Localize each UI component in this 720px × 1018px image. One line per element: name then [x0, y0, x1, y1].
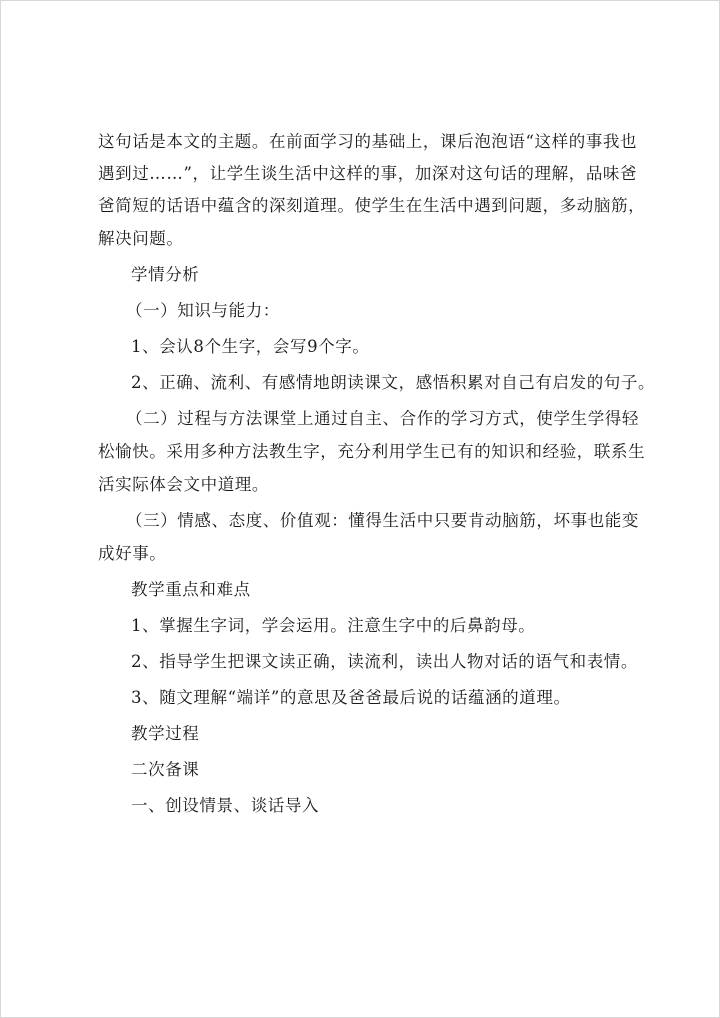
- heading-second-prep: [98, 759, 638, 780]
- text-line: 3、随文理解“端详”的意思及爸爸最后说的话蕴涵的道理。: [131, 688, 571, 707]
- focus-item-3: [98, 687, 638, 708]
- text-line: 教学重点和难点: [131, 580, 251, 599]
- text-line: 1、掌握生字词，学会运用。注意生字中的后鼻韵母。: [131, 616, 536, 635]
- paragraph-emotion-values: [98, 510, 638, 564]
- text-line: 一、创设情景、谈话导入: [131, 796, 320, 815]
- focus-item-1: [98, 615, 638, 636]
- text-line: （二）过程与方法课堂上通过自主、合作的学习方式，使学生学得轻: [126, 409, 639, 428]
- text-line: 学情分析: [131, 265, 200, 284]
- text-line: 解决问题。: [98, 229, 184, 248]
- text-line: 成好事。: [98, 544, 167, 563]
- text-line: 2、正确、流利、有感情地朗读课文，感悟积累对自己有启发的句子。: [131, 373, 656, 392]
- list-item-2: [98, 372, 656, 393]
- paragraph-intro: [98, 131, 646, 249]
- text-line: 2、指导学生把课文读正确，读流利，读出人物对话的语气和表情。: [131, 652, 638, 671]
- heading-learning-analysis: [98, 264, 638, 285]
- text-line: 教学过程: [131, 724, 200, 743]
- heading-teaching-process: [98, 723, 638, 744]
- paragraph-process-method: [98, 408, 646, 495]
- text-line: 遇到过……”，让学生谈生活中这样的事，加深对这句话的理解，品味爸: [98, 164, 638, 183]
- heading-teaching-focus: [98, 579, 638, 600]
- text-line: 爸简短的话语中蕴含的深刻道理。使学生在生活中遇到问题，多动脑筋，: [98, 196, 646, 215]
- step-1-heading: [98, 795, 638, 816]
- text-line: （三）情感、态度、价值观：懂得生活中只要肯动脑筋，坏事也能变: [126, 511, 639, 530]
- focus-item-2: [98, 651, 638, 672]
- document-body: [98, 131, 656, 831]
- text-line: 活实际体会文中道理。: [98, 475, 269, 494]
- text-line: 松愉快。采用多种方法教生字，充分利用学生已有的知识和经验，联系生: [98, 442, 646, 461]
- subheading-knowledge-ability: [98, 300, 638, 321]
- list-item-1: [98, 336, 638, 357]
- text-line: 1、会认8个生字，会写9个字。: [131, 337, 370, 356]
- text-line: （一）知识与能力：: [126, 301, 280, 320]
- text-line: 二次备课: [131, 760, 200, 779]
- text-line: 这句话是本文的主题。在前面学习的基础上，课后泡泡语“这样的事我也: [98, 132, 638, 151]
